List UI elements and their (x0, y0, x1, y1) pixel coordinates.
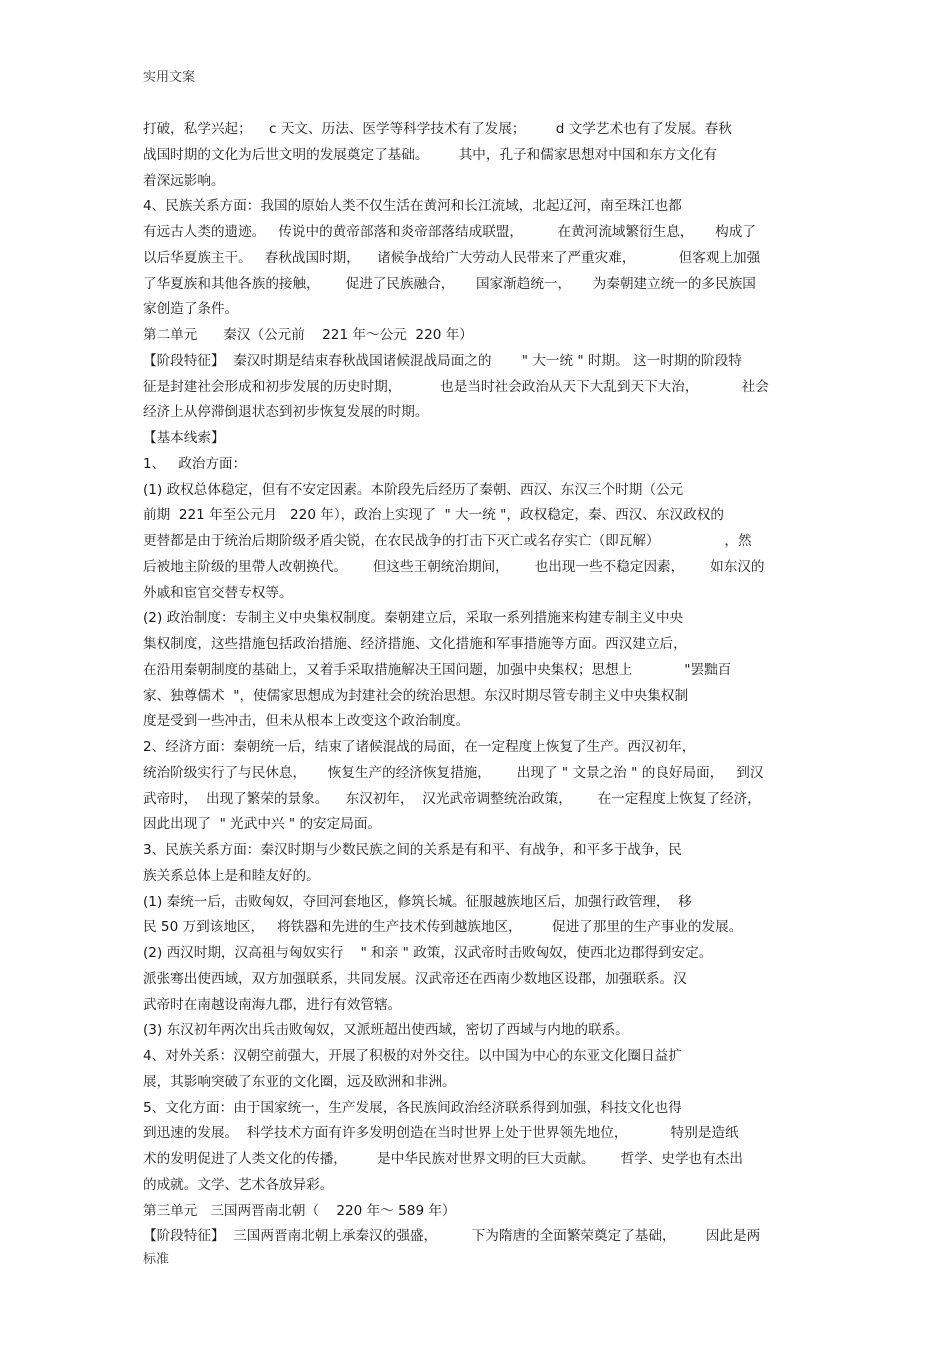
section-heading: 1、 政治方面： (143, 455, 247, 472)
text-line: 外戚和宦官交替专权等。 (143, 584, 293, 601)
text-line: 战国时期的文化为后世文明的发展奠定了基础。 其中，孔子和儒家思想对中国和东方文化有 (143, 146, 717, 163)
text-line: 征是封建社会形成和初步发展的历史时期， 也是当时社会政治从天下大乱到天下大治， 社会 (143, 378, 769, 395)
section-heading: 4、民族关系方面：我国的原始人类不仅生活在黄河和长江流域，北起辽河，南至珠江也都 (143, 198, 682, 215)
text-line: 【阶段特征】 秦汉时期是结束春秋战国诸候混战局面之的 " 大一统 " 时期。 这一时期的阶段特 (143, 352, 742, 369)
text-line: (3) 东汉初年两次出兵击败匈奴，又派班超出使西域，密切了西域与内地的联系。 (143, 1022, 629, 1039)
page-footer: 标准 (143, 1252, 170, 1267)
section-heading: 【基本线索】 (143, 430, 225, 446)
text-line: 前期 221 年至公元月 220 年），政治上实现了 " 大一统 "，政权稳定，秦、西汉、东汉政权的 (143, 507, 724, 524)
text-line: 因此出现了 " 光武中兴 " 的安定局面。 (143, 816, 382, 833)
page-header: 实用文案 (143, 70, 196, 85)
text-line: 着深远影响。 (143, 172, 225, 189)
text-line: 派张骞出使西域，双方加强联系，共同发展。汉武帝还在西南少数地区设郡，加强联系。汉 (143, 970, 687, 987)
text-line: 术的发明促进了人类文化的传播， 是中华民族对世界文明的巨大贡献。 哲学、史学也有杰出 (143, 1151, 743, 1167)
section-heading: 5、文化方面：由于国家统一，生产发展，各民族间政治经济联系得到加强，科技文化也得 (143, 1099, 682, 1116)
text-line: 到迅速的发展。 科学技术方面有许多发明创造在当时世界上处于世界领先地位， 特别是造纸 (143, 1125, 739, 1142)
text-line: (2) 西汉时期，汉高祖与匈奴实行 " 和亲 " 政策，汉武帝时击败匈奴，使西北边郡得到安定。 (143, 945, 713, 961)
text-line: 家创造了条件。 (143, 301, 239, 318)
text-line: (2) 政治制度：专制主义中央集权制度。秦朝建立后，采取一系列措施来构建专制主义中央 (143, 610, 684, 627)
text-line: 【阶段特征】 三国两晋南北朝上承秦汉的强盛， 下为隋唐的全面繁荣奠定了基础， 因此是两 (143, 1228, 761, 1245)
text-line: 的成就。文学、艺术各放异彩。 (143, 1176, 334, 1193)
text-line: (1) 秦统一后，击败匈奴，夺回河套地区，修筑长城。征服越族地区后，加强行政管理， 移 (143, 893, 692, 910)
text-line: 在沿用秦朝制度的基础上，又着手采取措施解决王国问题，加强中央集权；思想上 "罢黜百 (143, 661, 732, 678)
section-heading: 4、对外关系：汉朝空前强大，开展了积极的对外交往。以中国为中心的东亚文化圈日益扩 (143, 1048, 682, 1064)
section-heading: 2、经济方面：秦朝统一后，结束了诸候混战的局面，在一定程度上恢复了生产。西汉初年， (143, 739, 696, 755)
text-line: 以后华夏族主干。 春秋战国时期， 诸候争战给广大劳动人民带来了严重灾难， 但客观上加强 (143, 249, 761, 266)
text-line: 有远古人类的遗迹。 传说中的黄帝部落和炎帝部落结成联盟， 在黄河流域繁衍生息， 构成了 (143, 224, 756, 240)
text-line: 度是受到一些冲击，但未从根本上改变这个政治制度。 (143, 713, 470, 730)
text-line: 武帝时在南越设南海九郡，进行有效管辖。 (143, 996, 402, 1013)
unit-title: 第二单元 秦汉（公元前 221 年～公元 220 年） (143, 327, 473, 343)
section-heading: 3、民族关系方面：秦汉时期与少数民族之间的关系是有和平、有战争，和平多于战争，民 (143, 842, 682, 858)
text-line: 家、独尊儒术 "，使儒家思想成为封建社会的统治思想。东汉时期尽管专制主义中央集权制 (143, 687, 689, 704)
text-line: 打破，私学兴起； c 天文、历法、医学等科学技术有了发展； d 文学艺术也有了发展。春秋 (143, 121, 732, 137)
text-line: 族关系总体上是和睦友好的。 (143, 867, 320, 884)
text-line: 展，其影响突破了东亚的文化圈，远及欧洲和非洲。 (143, 1073, 456, 1090)
text-line: (1) 政权总体稳定，但有不安定因素。本阶段先后经历了秦朝、西汉、东汉三个时期（公元 (143, 481, 684, 498)
text-line: 后被地主阶级的里帶人改朝换代。 但这些王朝统治期间， 也出现一些不稳定因素， 如东汉的 (143, 558, 765, 575)
document-body (143, 117, 808, 1250)
unit-title: 第三单元 三国两晋南北朝（ 220 年～ 589 年） (143, 1202, 456, 1219)
text-line: 集权制度，这些措施包括政治措施、经济措施、文化措施和军事措施等方面。西汉建立后， (143, 636, 687, 652)
text-line: 经济上从停滞倒退状态到初步恢复发展的时期。 (143, 404, 429, 421)
text-line: 了华夏族和其他各族的接触， 促进了民族融合， 国家渐趋统一， 为秦朝建立统一的多民族国 (143, 275, 756, 292)
text-line: 统治阶级实行了与民休息， 恢复生产的经济恢复措施， 出现了 " 文景之治 " 的良好局面， 到汉 (143, 764, 764, 781)
text-line: 民 50 万到该地区， 将铁器和先进的生产技术传到越族地区， 促进了那里的生产事业的发展。 (143, 919, 743, 936)
text-line: 武帝时， 出现了繁荣的景象。 东汉初年， 汉光武帝调整统治政策， 在一定程度上恢复了经济， (143, 790, 761, 807)
text-line: 更替都是由于统治后期阶级矛盾尖锐，在农民战争的打击下灭亡或名存实亡（即瓦解） ，然 (143, 533, 752, 549)
